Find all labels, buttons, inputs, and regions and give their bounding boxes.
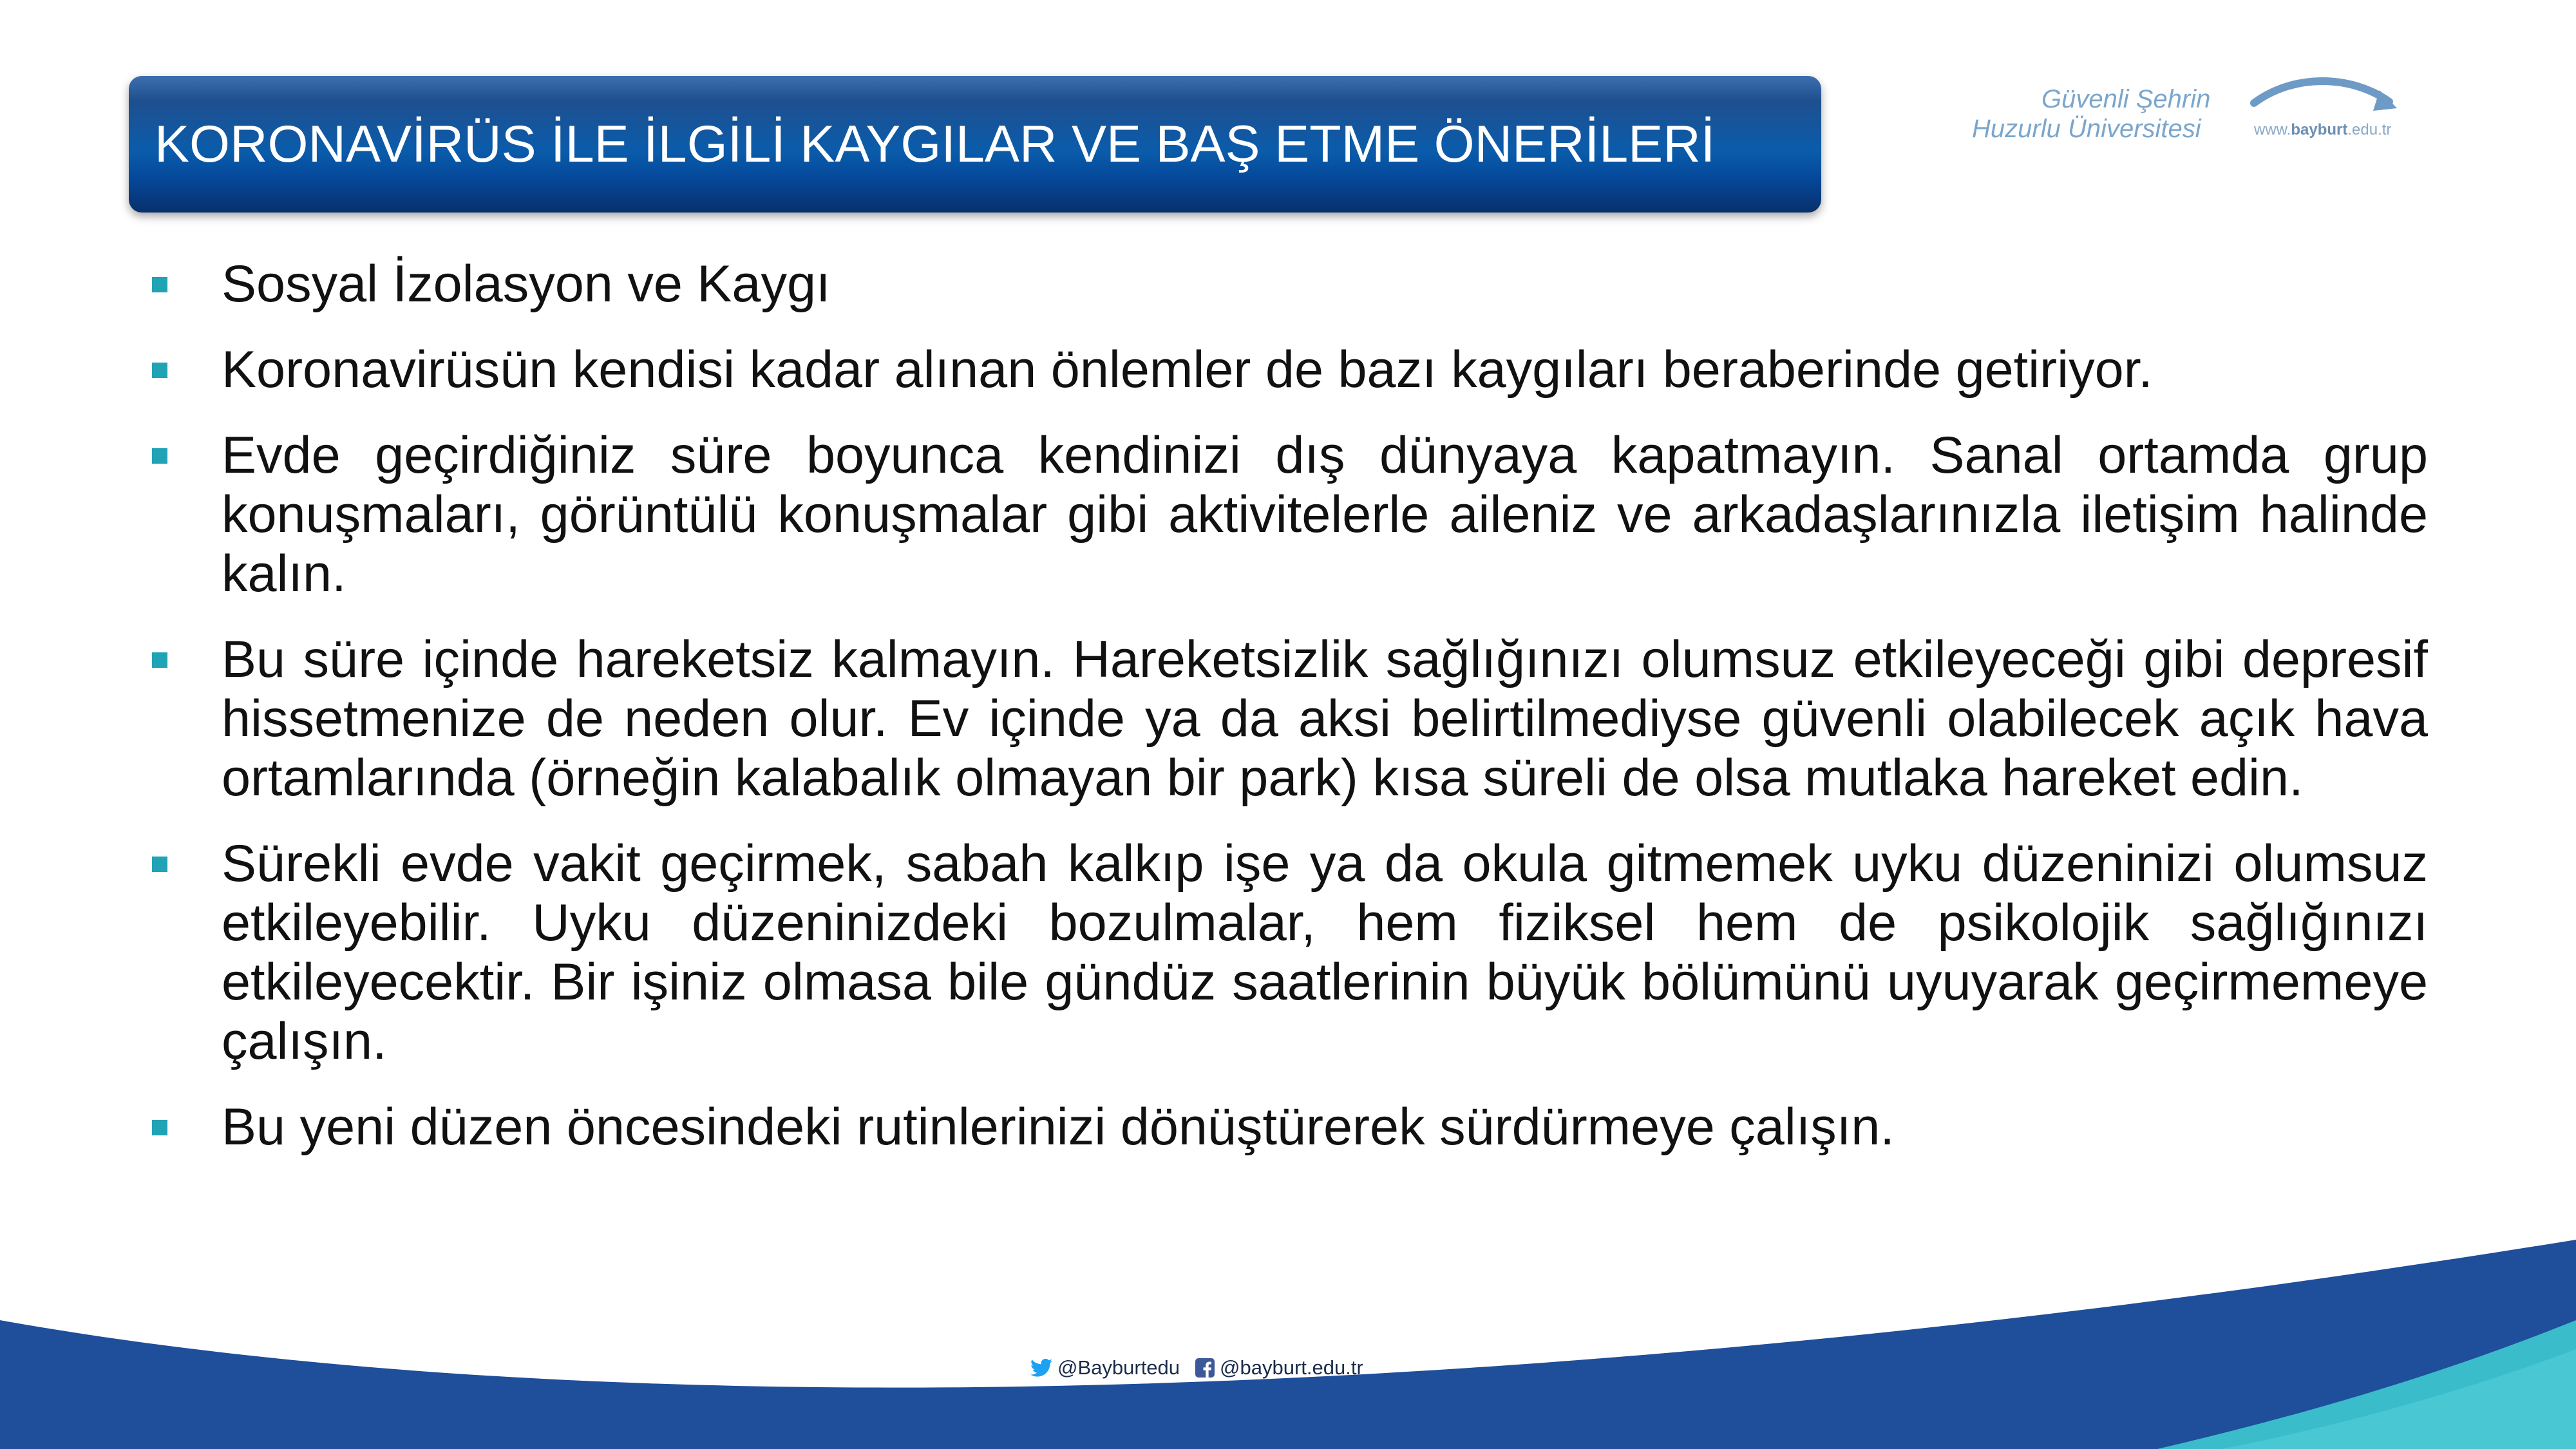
- bullet-square-icon: [152, 363, 167, 378]
- list-item-text: Bu yeni düzen öncesindeki rutinlerinizi dönüştürerek sürdürmeye çalışın.: [222, 1098, 1895, 1156]
- list-item: [152, 630, 2428, 808]
- list-item-text: Koronavirüsün kendisi kadar alınan önlemler de bazı kaygıları beraberinde getiriyor.: [222, 341, 2153, 399]
- bullet-square-icon: [152, 1120, 167, 1135]
- bullet-square-icon: [152, 448, 167, 464]
- bullet-square-icon: [152, 652, 167, 668]
- list-item: [152, 1097, 2428, 1157]
- university-logo: [1964, 77, 2441, 155]
- twitter-icon: [1030, 1358, 1052, 1378]
- logo-url: www.bayburt.edu.tr: [2254, 121, 2392, 138]
- social-links: [1030, 1355, 1363, 1381]
- facebook-icon: [1195, 1358, 1215, 1378]
- logo-slogan-line1: Güvenli Şehrin: [2041, 85, 2211, 113]
- list-item: [152, 834, 2428, 1071]
- facebook-handle[interactable]: @bayburt.edu.tr: [1220, 1356, 1363, 1379]
- logo-slogan-line2: Huzurlu Üniversitesi: [1972, 115, 2201, 143]
- list-item-text: Bu süre içinde hareketsiz kalmayın. Hareketsizlik sağlığınızı olumsuz etkileyeceği gibi depresif hissetmenize de neden olur. Ev içinde ya da aksi belirtilmediyse güvenli olabilecek açık hava ortamlarında (örneğin kalabalık olmayan bir park) kısa süreli de olsa mutlaka hareket edin.: [222, 630, 2428, 807]
- list-item-text: Sürekli evde vakit geçirmek, sabah kalkıp işe ya da okula gitmemek uyku düzeninizi olumsuz etkileyebilir. Uyku düzeninizdeki bozulmalar, hem fiziksel hem de psikolojik sağlığınızı etkileyecektir. Bir işiniz olmasa bile gündüz saatlerinin büyük bölümünü uyuyarak geçirmemeye çalışın.: [222, 835, 2428, 1070]
- bullet-square-icon: [152, 857, 167, 872]
- bottom-wave-decoration: [0, 1211, 2576, 1449]
- title-bar: [129, 76, 1821, 213]
- list-item: [152, 340, 2428, 399]
- list-item: [152, 426, 2428, 603]
- bullet-square-icon: [152, 277, 167, 292]
- page-title: KORONAVİRÜS İLE İLGİLİ KAYGILAR VE BAŞ ETME ÖNERİLERİ: [155, 115, 1716, 173]
- list-item-text: Sosyal İzolasyon ve Kaygı: [222, 255, 831, 313]
- bullet-list: [152, 254, 2428, 1183]
- twitter-handle[interactable]: @Bayburtedu: [1057, 1356, 1180, 1379]
- list-item-text: Evde geçirdiğiniz süre boyunca kendinizi dış dünyaya kapatmayın. Sanal ortamda grup konuşmaları, görüntülü konuşmalar gibi aktivitelerle aileniz ve arkadaşlarınızla iletişim halinde kalın.: [222, 426, 2428, 603]
- list-item: [152, 254, 2428, 314]
